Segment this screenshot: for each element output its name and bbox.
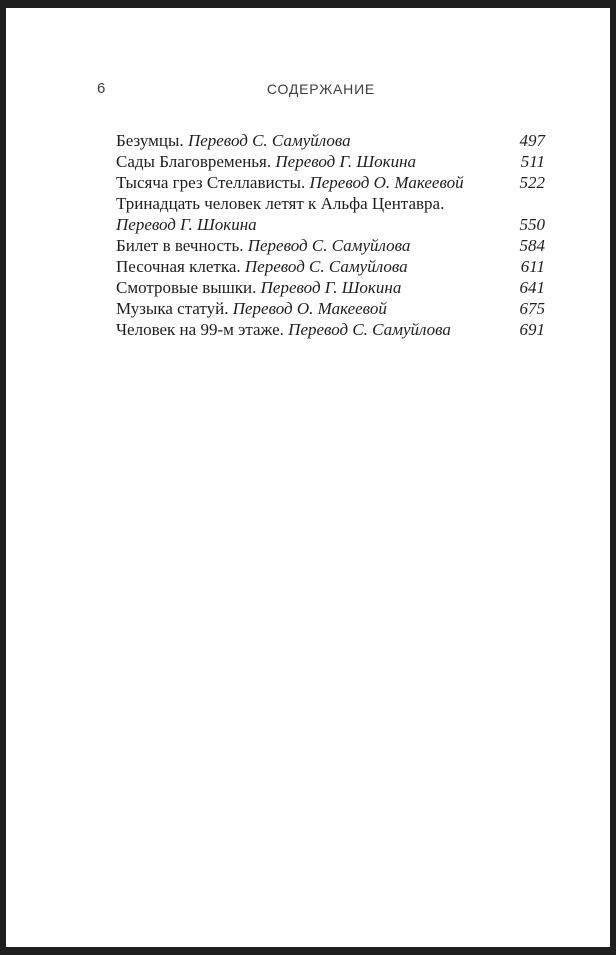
toc-entry-title: Тысяча грез Стеллависты. Перевод О. Макеевой [116,173,464,192]
toc-entry-title: Билет в вечность. Перевод С. Самуйлова [116,236,411,255]
toc-entry-page: 675 [519,299,545,318]
toc-entry-title: Перевод Г. Шокина [116,215,257,234]
toc-entry-page: 522 [519,173,545,192]
toc-entry-title: Музыка статуй. Перевод О. Макеевой [116,299,387,318]
toc-entry-page: 511 [520,152,545,171]
toc-entry [116,319,545,340]
toc-entry [116,193,545,214]
page-header [97,80,545,98]
contents-heading: СОДЕРЖАНИЕ [266,81,376,97]
toc-entry-title: Безумцы. Перевод С. Самуйлова [116,131,351,150]
toc-entry-title: Человек на 99-м этаже. Перевод С. Самуйлова [116,320,451,339]
toc-entry [116,151,545,172]
toc-entry [116,277,545,298]
toc-entry-page: 497 [519,131,545,150]
toc-entry-title: Смотровые вышки. Перевод Г. Шокина [116,278,402,297]
toc-entry-page: 584 [519,236,545,255]
toc-entry-page: 691 [519,320,545,339]
page-number: 6 [97,80,106,97]
toc-entry [116,130,545,151]
table-of-contents [116,130,545,340]
toc-entry [116,235,545,256]
toc-entry-page: 641 [519,278,545,297]
toc-entry-page: 550 [519,215,545,234]
toc-entry-page: 611 [520,257,545,276]
toc-entry-title: Сады Благовременья. Перевод Г. Шокина [116,152,417,171]
page-content [6,8,610,340]
toc-entry [116,172,545,193]
toc-entry [116,298,545,319]
toc-entry [116,214,545,235]
toc-entry-title: Песочная клетка. Перевод С. Самуйлова [116,257,408,276]
toc-entry [116,256,545,277]
toc-entry-title: Тринадцать человек летят к Альфа Центавра. [116,194,445,213]
